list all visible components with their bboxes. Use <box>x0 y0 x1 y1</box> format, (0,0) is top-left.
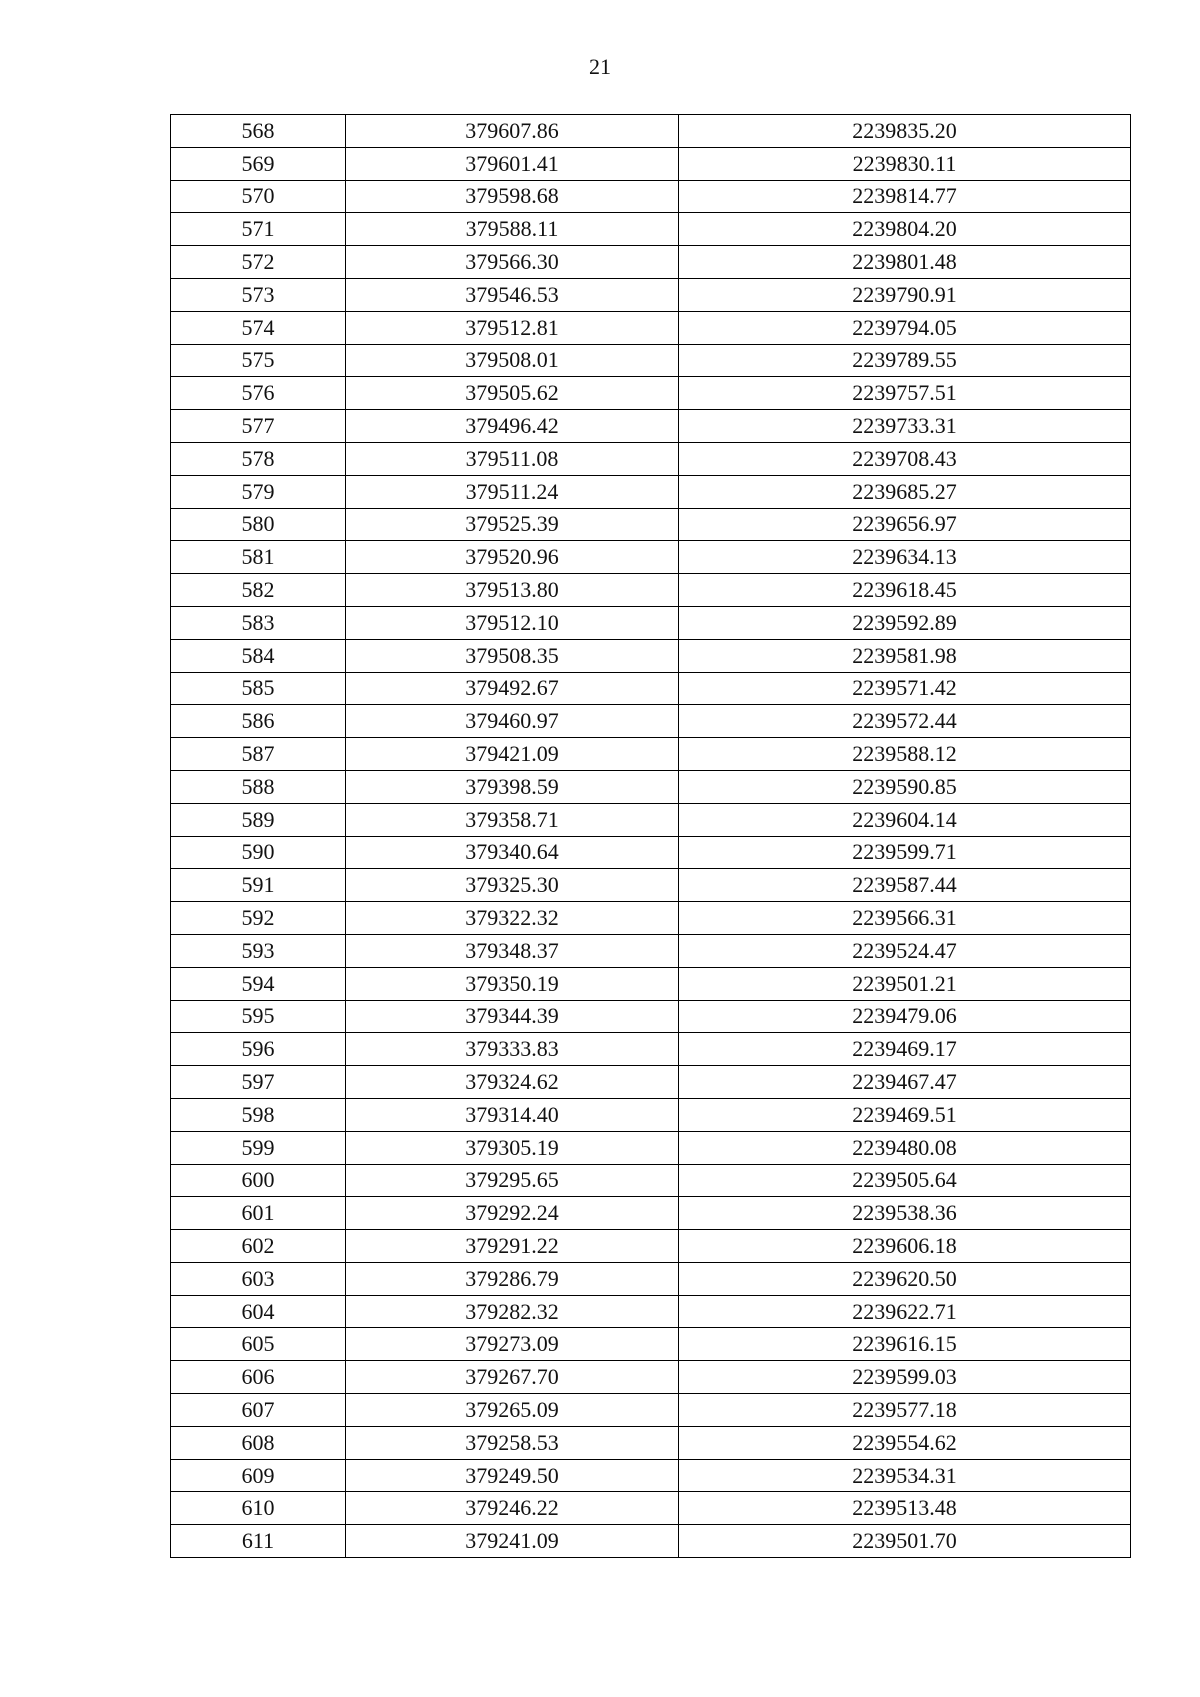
x-coordinate-cell: 379286.79 <box>346 1262 679 1295</box>
x-coordinate-cell: 379511.24 <box>346 475 679 508</box>
point-number-cell: 580 <box>171 508 346 541</box>
x-coordinate-cell: 379314.40 <box>346 1098 679 1131</box>
point-number-cell: 575 <box>171 344 346 377</box>
x-coordinate-cell: 379512.81 <box>346 311 679 344</box>
table-row <box>171 246 1131 279</box>
y-coordinate-cell: 2239467.47 <box>679 1066 1131 1099</box>
point-number-cell: 603 <box>171 1262 346 1295</box>
x-coordinate-cell: 379508.01 <box>346 344 679 377</box>
y-coordinate-cell: 2239592.89 <box>679 606 1131 639</box>
y-coordinate-cell: 2239616.15 <box>679 1328 1131 1361</box>
y-coordinate-cell: 2239581.98 <box>679 639 1131 672</box>
point-number-cell: 573 <box>171 278 346 311</box>
x-coordinate-cell: 379282.32 <box>346 1295 679 1328</box>
y-coordinate-cell: 2239469.17 <box>679 1033 1131 1066</box>
x-coordinate-cell: 379505.62 <box>346 377 679 410</box>
table-row <box>171 1328 1131 1361</box>
point-number-cell: 587 <box>171 738 346 771</box>
table-row <box>171 541 1131 574</box>
table-row <box>171 574 1131 607</box>
table-row <box>171 770 1131 803</box>
y-coordinate-cell: 2239590.85 <box>679 770 1131 803</box>
x-coordinate-cell: 379292.24 <box>346 1197 679 1230</box>
table-row <box>171 869 1131 902</box>
point-number-cell: 611 <box>171 1525 346 1558</box>
table-row <box>171 1361 1131 1394</box>
y-coordinate-cell: 2239572.44 <box>679 705 1131 738</box>
y-coordinate-cell: 2239708.43 <box>679 442 1131 475</box>
y-coordinate-cell: 2239656.97 <box>679 508 1131 541</box>
table-row <box>171 475 1131 508</box>
table-row <box>171 180 1131 213</box>
point-number-cell: 604 <box>171 1295 346 1328</box>
point-number-cell: 600 <box>171 1164 346 1197</box>
point-number-cell: 569 <box>171 147 346 180</box>
y-coordinate-cell: 2239505.64 <box>679 1164 1131 1197</box>
point-number-cell: 585 <box>171 672 346 705</box>
x-coordinate-cell: 379601.41 <box>346 147 679 180</box>
table-row <box>171 672 1131 705</box>
x-coordinate-cell: 379358.71 <box>346 803 679 836</box>
x-coordinate-cell: 379249.50 <box>346 1459 679 1492</box>
y-coordinate-cell: 2239501.70 <box>679 1525 1131 1558</box>
point-number-cell: 576 <box>171 377 346 410</box>
point-number-cell: 592 <box>171 902 346 935</box>
y-coordinate-cell: 2239790.91 <box>679 278 1131 311</box>
x-coordinate-cell: 379348.37 <box>346 934 679 967</box>
table-row <box>171 213 1131 246</box>
x-coordinate-cell: 379607.86 <box>346 115 679 148</box>
y-coordinate-cell: 2239469.51 <box>679 1098 1131 1131</box>
table-row <box>171 1000 1131 1033</box>
point-number-cell: 591 <box>171 869 346 902</box>
point-number-cell: 596 <box>171 1033 346 1066</box>
y-coordinate-cell: 2239757.51 <box>679 377 1131 410</box>
point-number-cell: 583 <box>171 606 346 639</box>
x-coordinate-cell: 379333.83 <box>346 1033 679 1066</box>
y-coordinate-cell: 2239588.12 <box>679 738 1131 771</box>
point-number-cell: 572 <box>171 246 346 279</box>
table-row <box>171 508 1131 541</box>
y-coordinate-cell: 2239801.48 <box>679 246 1131 279</box>
y-coordinate-cell: 2239794.05 <box>679 311 1131 344</box>
y-coordinate-cell: 2239606.18 <box>679 1230 1131 1263</box>
y-coordinate-cell: 2239604.14 <box>679 803 1131 836</box>
y-coordinate-cell: 2239501.21 <box>679 967 1131 1000</box>
x-coordinate-cell: 379324.62 <box>346 1066 679 1099</box>
y-coordinate-cell: 2239534.31 <box>679 1459 1131 1492</box>
point-number-cell: 579 <box>171 475 346 508</box>
y-coordinate-cell: 2239835.20 <box>679 115 1131 148</box>
y-coordinate-cell: 2239480.08 <box>679 1131 1131 1164</box>
point-number-cell: 602 <box>171 1230 346 1263</box>
x-coordinate-cell: 379588.11 <box>346 213 679 246</box>
y-coordinate-cell: 2239830.11 <box>679 147 1131 180</box>
y-coordinate-cell: 2239566.31 <box>679 902 1131 935</box>
y-coordinate-cell: 2239620.50 <box>679 1262 1131 1295</box>
y-coordinate-cell: 2239513.48 <box>679 1492 1131 1525</box>
y-coordinate-cell: 2239685.27 <box>679 475 1131 508</box>
y-coordinate-cell: 2239634.13 <box>679 541 1131 574</box>
x-coordinate-cell: 379322.32 <box>346 902 679 935</box>
x-coordinate-cell: 379344.39 <box>346 1000 679 1033</box>
x-coordinate-cell: 379398.59 <box>346 770 679 803</box>
point-number-cell: 582 <box>171 574 346 607</box>
x-coordinate-cell: 379460.97 <box>346 705 679 738</box>
table-row <box>171 1492 1131 1525</box>
x-coordinate-cell: 379496.42 <box>346 410 679 443</box>
coordinate-table <box>170 114 1131 1558</box>
table-row <box>171 147 1131 180</box>
table-row <box>171 1295 1131 1328</box>
point-number-cell: 605 <box>171 1328 346 1361</box>
point-number-cell: 606 <box>171 1361 346 1394</box>
y-coordinate-cell: 2239587.44 <box>679 869 1131 902</box>
point-number-cell: 609 <box>171 1459 346 1492</box>
x-coordinate-cell: 379511.08 <box>346 442 679 475</box>
x-coordinate-cell: 379520.96 <box>346 541 679 574</box>
table-row <box>171 902 1131 935</box>
table-row <box>171 836 1131 869</box>
point-number-cell: 577 <box>171 410 346 443</box>
table-row <box>171 1066 1131 1099</box>
point-number-cell: 581 <box>171 541 346 574</box>
table-row <box>171 1197 1131 1230</box>
x-coordinate-cell: 379241.09 <box>346 1525 679 1558</box>
x-coordinate-cell: 379258.53 <box>346 1426 679 1459</box>
table-row <box>171 1426 1131 1459</box>
point-number-cell: 578 <box>171 442 346 475</box>
table-row <box>171 311 1131 344</box>
table-row <box>171 278 1131 311</box>
table-row <box>171 442 1131 475</box>
x-coordinate-cell: 379291.22 <box>346 1230 679 1263</box>
table-row <box>171 1459 1131 1492</box>
table-row <box>171 1394 1131 1427</box>
x-coordinate-cell: 379513.80 <box>346 574 679 607</box>
table-row <box>171 1525 1131 1558</box>
point-number-cell: 594 <box>171 967 346 1000</box>
y-coordinate-cell: 2239577.18 <box>679 1394 1131 1427</box>
y-coordinate-cell: 2239618.45 <box>679 574 1131 607</box>
point-number-cell: 584 <box>171 639 346 672</box>
x-coordinate-cell: 379267.70 <box>346 1361 679 1394</box>
y-coordinate-cell: 2239571.42 <box>679 672 1131 705</box>
y-coordinate-cell: 2239599.71 <box>679 836 1131 869</box>
point-number-cell: 574 <box>171 311 346 344</box>
table-row <box>171 377 1131 410</box>
y-coordinate-cell: 2239622.71 <box>679 1295 1131 1328</box>
table-row <box>171 1164 1131 1197</box>
table-row <box>171 606 1131 639</box>
table-row <box>171 738 1131 771</box>
point-number-cell: 599 <box>171 1131 346 1164</box>
point-number-cell: 601 <box>171 1197 346 1230</box>
point-number-cell: 589 <box>171 803 346 836</box>
x-coordinate-cell: 379421.09 <box>346 738 679 771</box>
point-number-cell: 607 <box>171 1394 346 1427</box>
y-coordinate-cell: 2239524.47 <box>679 934 1131 967</box>
point-number-cell: 586 <box>171 705 346 738</box>
x-coordinate-cell: 379273.09 <box>346 1328 679 1361</box>
point-number-cell: 598 <box>171 1098 346 1131</box>
y-coordinate-cell: 2239814.77 <box>679 180 1131 213</box>
table-row <box>171 934 1131 967</box>
point-number-cell: 590 <box>171 836 346 869</box>
table-row <box>171 1230 1131 1263</box>
y-coordinate-cell: 2239804.20 <box>679 213 1131 246</box>
y-coordinate-cell: 2239789.55 <box>679 344 1131 377</box>
point-number-cell: 588 <box>171 770 346 803</box>
x-coordinate-cell: 379566.30 <box>346 246 679 279</box>
point-number-cell: 608 <box>171 1426 346 1459</box>
table-row <box>171 344 1131 377</box>
y-coordinate-cell: 2239538.36 <box>679 1197 1131 1230</box>
x-coordinate-cell: 379512.10 <box>346 606 679 639</box>
coordinate-table-body <box>171 115 1131 1558</box>
table-row <box>171 705 1131 738</box>
table-row <box>171 639 1131 672</box>
point-number-cell: 568 <box>171 115 346 148</box>
x-coordinate-cell: 379598.68 <box>346 180 679 213</box>
page-number: 21 <box>589 54 611 79</box>
table-row <box>171 1098 1131 1131</box>
table-row <box>171 1262 1131 1295</box>
x-coordinate-cell: 379546.53 <box>346 278 679 311</box>
table-row <box>171 803 1131 836</box>
y-coordinate-cell: 2239554.62 <box>679 1426 1131 1459</box>
x-coordinate-cell: 379525.39 <box>346 508 679 541</box>
table-row <box>171 1131 1131 1164</box>
x-coordinate-cell: 379508.35 <box>346 639 679 672</box>
y-coordinate-cell: 2239733.31 <box>679 410 1131 443</box>
x-coordinate-cell: 379295.65 <box>346 1164 679 1197</box>
y-coordinate-cell: 2239599.03 <box>679 1361 1131 1394</box>
x-coordinate-cell: 379350.19 <box>346 967 679 1000</box>
x-coordinate-cell: 379340.64 <box>346 836 679 869</box>
point-number-cell: 593 <box>171 934 346 967</box>
x-coordinate-cell: 379492.67 <box>346 672 679 705</box>
point-number-cell: 610 <box>171 1492 346 1525</box>
y-coordinate-cell: 2239479.06 <box>679 1000 1131 1033</box>
table-row <box>171 1033 1131 1066</box>
table-row <box>171 967 1131 1000</box>
table-row <box>171 410 1131 443</box>
x-coordinate-cell: 379246.22 <box>346 1492 679 1525</box>
x-coordinate-cell: 379305.19 <box>346 1131 679 1164</box>
point-number-cell: 571 <box>171 213 346 246</box>
point-number-cell: 570 <box>171 180 346 213</box>
point-number-cell: 595 <box>171 1000 346 1033</box>
table-row <box>171 115 1131 148</box>
x-coordinate-cell: 379265.09 <box>346 1394 679 1427</box>
point-number-cell: 597 <box>171 1066 346 1099</box>
x-coordinate-cell: 379325.30 <box>346 869 679 902</box>
